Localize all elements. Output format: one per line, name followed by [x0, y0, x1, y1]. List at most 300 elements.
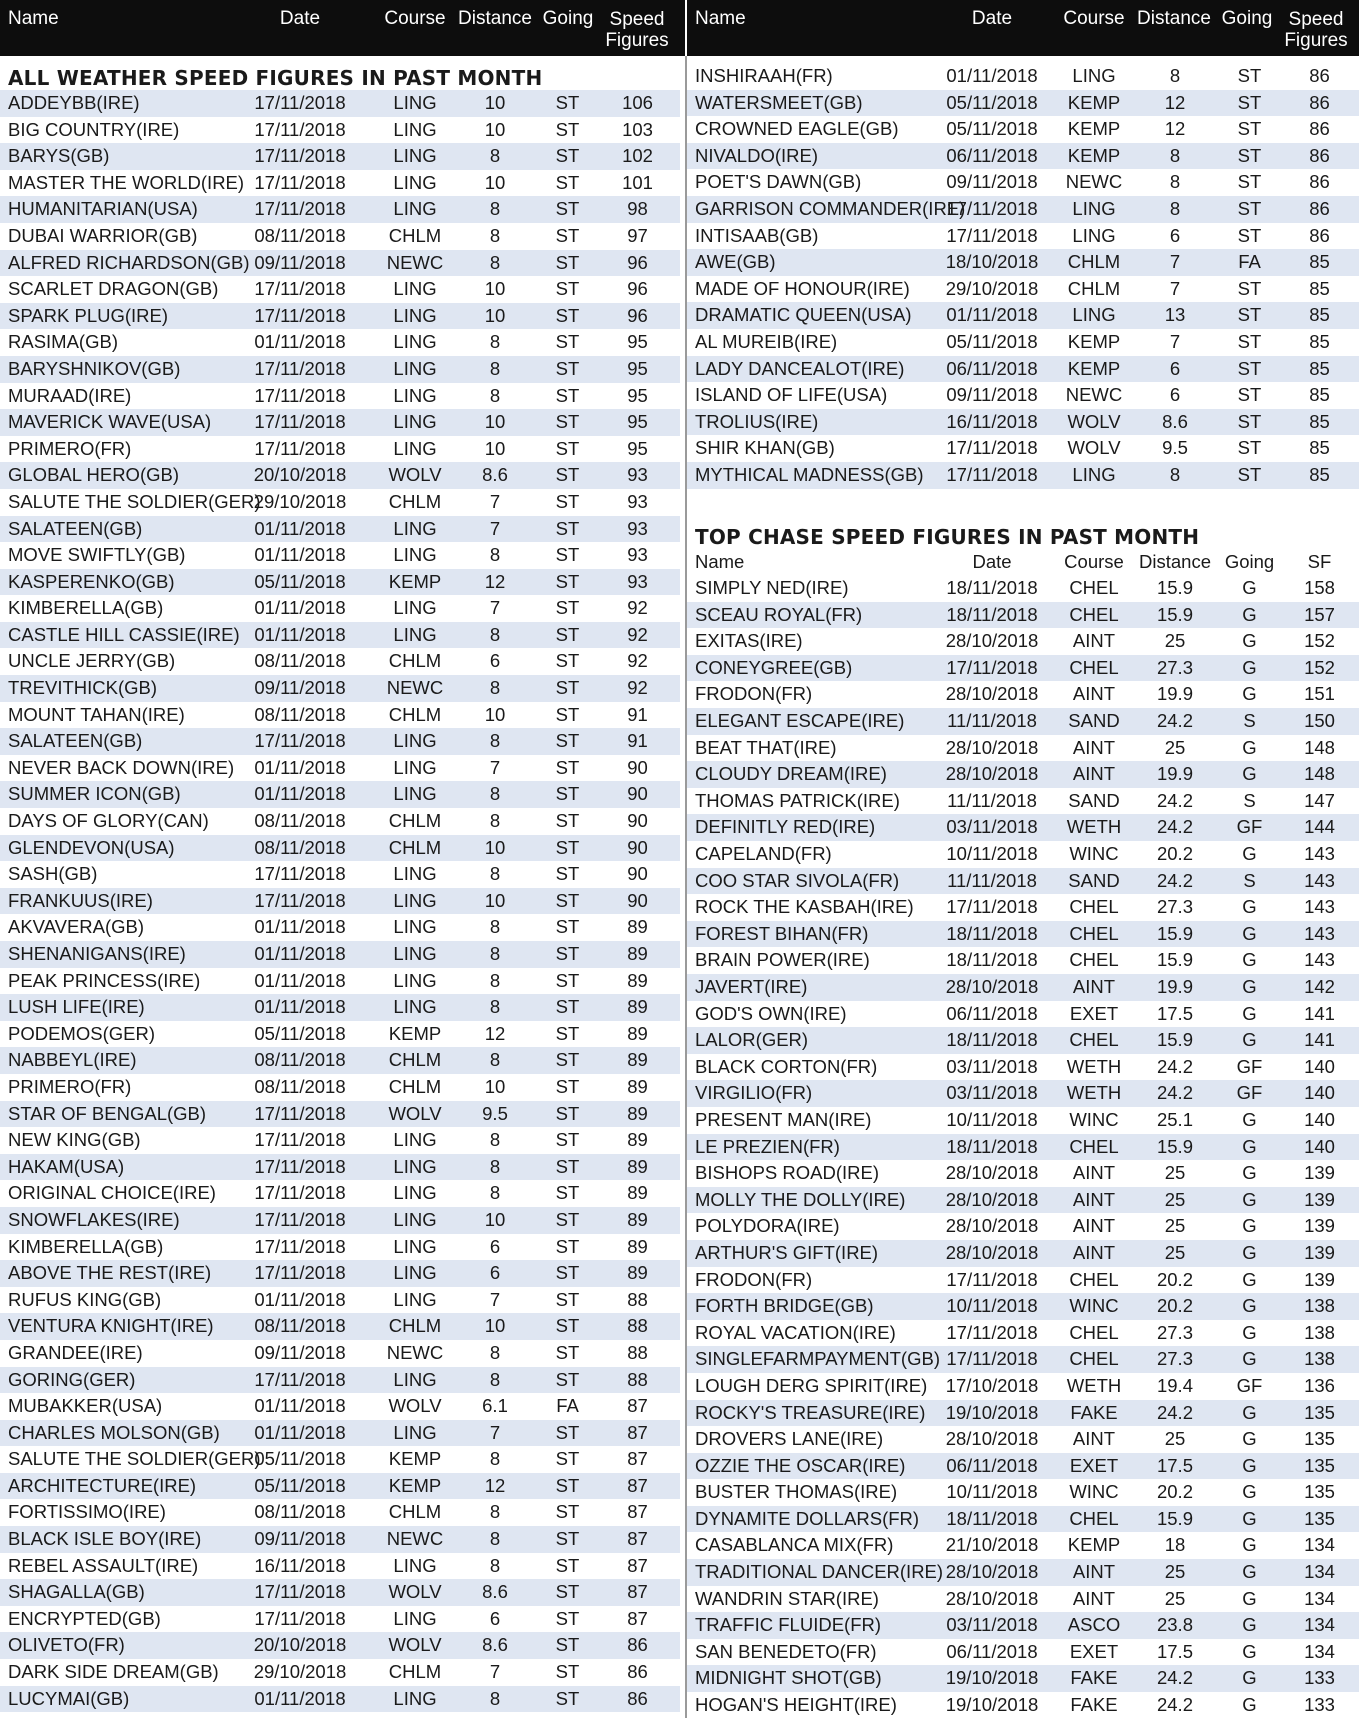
cell-going: ST [555, 1341, 580, 1363]
cell-name: MOUNT TAHAN(IRE) [8, 703, 185, 725]
cell-distance: 8 [1169, 65, 1181, 86]
cell-distance: 24.2 [1156, 789, 1193, 811]
cell-name: ROCKY'S TREASURE(IRE) [695, 1401, 926, 1423]
cell-course: NEWC [1065, 384, 1123, 406]
cell-name: PRIMERO(FR) [8, 437, 132, 459]
cell-name: LADY DANCEALOT(IRE) [695, 357, 905, 379]
cell-going: ST [555, 1075, 580, 1097]
cell-name: MUBAKKER(USA) [8, 1395, 163, 1417]
cell-date: 18/11/2018 [946, 1029, 1038, 1051]
cell-speed: 89 [627, 996, 648, 1018]
cell-date: 09/11/2018 [946, 171, 1038, 193]
cell-name: ENCRYPTED(GB) [8, 1607, 161, 1629]
cell-going: G [1242, 656, 1257, 678]
cell-name: STAR OF BENGAL(GB) [8, 1102, 207, 1124]
cell-distance: 8 [489, 1554, 501, 1576]
cell-going: ST [555, 943, 580, 964]
cell-distance: 10 [484, 411, 506, 433]
cell-course: LING [393, 278, 437, 300]
cell-distance: 25 [1164, 1428, 1186, 1450]
cell-speed: 85 [1309, 330, 1330, 352]
table-row [687, 1479, 1359, 1506]
cell-course: CHEL [1069, 1348, 1119, 1370]
cell-date: 17/11/2018 [946, 1268, 1038, 1290]
cell-date: 03/11/2018 [946, 1082, 1038, 1104]
cell-date: 01/11/2018 [254, 1288, 346, 1310]
cell-date: 05/11/2018 [254, 1022, 346, 1044]
cell-date: 08/11/2018 [254, 650, 346, 672]
cell-speed: 86 [627, 1634, 648, 1656]
cell-speed: 92 [627, 650, 648, 672]
table-row [0, 516, 680, 543]
cell-distance: 7 [489, 1661, 501, 1683]
table-row [687, 1665, 1359, 1692]
cell-date: 03/11/2018 [946, 1055, 1038, 1077]
cell-distance: 8 [489, 1687, 501, 1709]
cell-course: AINT [1072, 763, 1116, 785]
cell-speed: 93 [627, 570, 648, 592]
cell-going: ST [1237, 357, 1262, 379]
cell-course: LING [393, 1288, 437, 1310]
cell-date: 28/10/2018 [945, 1428, 1039, 1450]
cell-going: GF [1236, 1082, 1263, 1104]
cell-name: CROWNED EAGLE(GB) [695, 118, 899, 140]
table-row [687, 223, 1359, 250]
cell-going: ST [555, 1288, 580, 1310]
cell-going: ST [555, 1607, 580, 1629]
cell-date: 17/10/2018 [945, 1374, 1039, 1396]
cell-course: LING [393, 1554, 437, 1576]
table-row [0, 409, 680, 436]
cell-course: LING [1072, 463, 1116, 485]
cell-date: 10/11/2018 [946, 843, 1038, 865]
cell-name: COO STAR SIVOLA(FR) [695, 869, 900, 891]
cell-name: TROLIUS(IRE) [695, 410, 819, 432]
cell-speed: 157 [1304, 603, 1335, 625]
cell-name: OLIVETO(FR) [8, 1634, 125, 1656]
cell-date: 18/11/2018 [946, 922, 1038, 944]
cell-going: ST [555, 251, 580, 273]
chase-rows [687, 575, 1359, 1718]
cell-distance: 6.1 [482, 1395, 508, 1417]
table-row [687, 435, 1359, 462]
cell-date: 17/11/2018 [946, 197, 1038, 219]
cell-course: LING [393, 1368, 437, 1390]
cell-course: LING [393, 1129, 437, 1151]
cell-date: 08/11/2018 [254, 836, 346, 858]
cell-date: 28/10/2018 [945, 1561, 1039, 1583]
section-gap [687, 489, 1359, 515]
cell-date: 17/11/2018 [254, 198, 346, 220]
cell-going: ST [555, 1448, 580, 1470]
cell-course: AINT [1072, 1241, 1116, 1263]
cell-speed: 87 [627, 1607, 648, 1629]
table-row [687, 1586, 1359, 1613]
cell-speed: 87 [627, 1395, 648, 1417]
cell-distance: 6 [1169, 384, 1181, 406]
table-row [687, 708, 1359, 735]
cell-distance: 20.2 [1156, 843, 1193, 865]
cell-course: ASCO [1067, 1614, 1121, 1636]
cell-speed: 139 [1304, 1215, 1335, 1237]
right-header-speed-line2: Figures [1284, 30, 1348, 51]
cell-distance: 25.1 [1156, 1108, 1193, 1130]
cell-date: 17/11/2018 [254, 1262, 346, 1284]
cell-date: 01/11/2018 [254, 943, 346, 964]
cell-speed: 96 [627, 278, 648, 300]
cell-name: KASPERENKO(GB) [8, 570, 175, 592]
cell-going: G [1242, 630, 1257, 652]
cell-speed: 103 [622, 118, 653, 140]
cell-going: G [1242, 603, 1257, 625]
cell-name: BRAIN POWER(IRE) [695, 949, 870, 971]
cell-distance: 6 [489, 1262, 501, 1284]
cell-speed: 89 [627, 1182, 648, 1204]
cell-going: ST [555, 730, 580, 752]
cell-course: LING [393, 1208, 437, 1230]
cell-going: GF [1236, 1374, 1263, 1396]
cell-speed: 85 [1309, 437, 1330, 459]
cell-distance: 8 [489, 969, 501, 991]
cell-date: 29/10/2018 [253, 490, 347, 512]
cell-going: G [1242, 1295, 1257, 1317]
cell-name: GLENDEVON(USA) [8, 836, 175, 858]
cell-distance: 8 [1169, 197, 1181, 219]
cell-name: BLACK CORTON(FR) [695, 1055, 878, 1077]
cell-distance: 24.2 [1156, 1667, 1193, 1689]
table-row [0, 1340, 680, 1367]
cell-course: CHLM [388, 224, 442, 246]
cell-going: ST [555, 490, 580, 512]
cell-course: WOLV [388, 464, 442, 486]
right-header-distance: Distance [1137, 8, 1211, 29]
cell-name: ELEGANT ESCAPE(IRE) [695, 710, 905, 732]
table-row [0, 808, 680, 835]
cell-date: 08/11/2018 [254, 1501, 346, 1523]
table-row [0, 648, 680, 675]
cell-date: 18/10/2018 [945, 251, 1039, 273]
cell-course: CHLM [388, 1315, 442, 1337]
cell-course: WINC [1069, 843, 1119, 865]
cell-speed: 134 [1304, 1614, 1335, 1636]
cell-speed: 89 [627, 1022, 648, 1044]
cell-name: DEFINITLY RED(IRE) [695, 816, 876, 838]
cell-course: KEMP [1067, 357, 1121, 379]
table-row [687, 1054, 1359, 1081]
cell-speed: 89 [627, 943, 648, 964]
cell-name: MIDNIGHT SHOT(GB) [695, 1667, 882, 1689]
cell-course: LING [1072, 65, 1116, 86]
cell-name: MADE OF HONOUR(IRE) [695, 277, 910, 299]
cell-date: 28/10/2018 [945, 683, 1039, 705]
cell-speed: 158 [1304, 577, 1335, 599]
cell-name: LALOR(GER) [695, 1029, 809, 1051]
cell-going: G [1242, 976, 1257, 997]
cell-name: ABOVE THE REST(IRE) [8, 1262, 212, 1284]
cell-course: LING [393, 357, 437, 379]
cell-date: 17/11/2018 [254, 1182, 346, 1204]
cell-course: LING [393, 1421, 437, 1443]
cell-speed: 143 [1304, 949, 1335, 971]
cell-speed: 90 [627, 863, 648, 885]
cell-distance: 8 [1169, 144, 1181, 166]
cell-date: 17/11/2018 [946, 1321, 1038, 1343]
cell-date: 17/11/2018 [946, 896, 1038, 918]
cell-course: WINC [1069, 1481, 1119, 1503]
cell-name: MOVE SWIFTLY(GB) [8, 544, 186, 566]
cell-speed: 135 [1304, 1428, 1335, 1450]
cell-speed: 139 [1304, 1162, 1335, 1184]
cell-distance: 12 [1164, 91, 1186, 113]
cell-going: G [1242, 1029, 1257, 1051]
cell-name: SALUTE THE SOLDIER(GER) [8, 490, 261, 512]
cell-going: ST [1237, 118, 1262, 140]
cell-going: G [1242, 1561, 1257, 1583]
cell-name: GARRISON COMMANDER(IRE) [695, 197, 966, 219]
cell-date: 17/11/2018 [254, 1102, 346, 1124]
cell-name: SIMPLY NED(IRE) [695, 577, 849, 599]
cell-date: 17/11/2018 [254, 437, 346, 459]
cell-name: FORTH BRIDGE(GB) [695, 1295, 874, 1317]
cell-going: ST [1237, 197, 1262, 219]
cell-distance: 7 [489, 1288, 501, 1310]
cell-going: ST [1237, 144, 1262, 166]
cell-date: 17/11/2018 [254, 1235, 346, 1257]
cell-name: REBEL ASSAULT(IRE) [8, 1554, 199, 1576]
cell-distance: 25 [1164, 1215, 1186, 1237]
cell-speed: 144 [1304, 816, 1335, 838]
cell-speed: 87 [627, 1554, 648, 1576]
cell-course: WOLV [388, 1634, 442, 1656]
cell-course: LING [1072, 224, 1116, 246]
cell-course: LING [1072, 304, 1116, 326]
cell-speed: 86 [1309, 171, 1330, 193]
table-row [687, 814, 1359, 841]
cell-course: LING [393, 597, 437, 619]
cell-date: 08/11/2018 [254, 1315, 346, 1337]
cell-going: G [1242, 1454, 1257, 1476]
cell-name: NIVALDO(IRE) [695, 144, 819, 166]
cell-date: 17/11/2018 [946, 656, 1038, 678]
cell-going: FA [1238, 251, 1261, 273]
cell-date: 17/11/2018 [254, 730, 346, 752]
cell-name: MYTHICAL MADNESS(GB) [695, 463, 924, 485]
cell-speed: 87 [627, 1581, 648, 1603]
table-row [687, 1506, 1359, 1533]
cell-date: 08/11/2018 [254, 224, 346, 246]
cell-course: CHLM [388, 1661, 442, 1683]
cell-going: G [1242, 896, 1257, 918]
cell-date: 17/11/2018 [254, 889, 346, 911]
cell-distance: 8 [489, 1341, 501, 1363]
cell-distance: 8 [1169, 171, 1181, 193]
table-row [0, 1473, 680, 1500]
cell-course: LING [393, 198, 437, 220]
cell-going: ST [1237, 91, 1262, 113]
cell-distance: 8 [489, 331, 501, 353]
cell-course: LING [393, 1155, 437, 1177]
cell-speed: 85 [1309, 277, 1330, 299]
cell-date: 05/11/2018 [946, 118, 1038, 140]
cell-speed: 86 [627, 1661, 648, 1683]
cell-going: G [1242, 1268, 1257, 1290]
left-header-speed-line2: Figures [605, 30, 669, 51]
table-row [0, 861, 680, 888]
cell-going: G [1242, 1401, 1257, 1423]
cell-speed: 134 [1304, 1561, 1335, 1583]
cell-course: KEMP [388, 1474, 442, 1496]
left-header-name: Name [8, 8, 59, 29]
cell-speed: 93 [627, 464, 648, 486]
cell-going: ST [555, 836, 580, 858]
cell-going: ST [555, 1501, 580, 1523]
cell-going: ST [555, 1315, 580, 1337]
all-weather-cont-rows [687, 63, 1359, 489]
cell-date: 10/11/2018 [946, 1295, 1038, 1317]
cell-going: ST [555, 464, 580, 486]
table-row [0, 117, 680, 144]
cell-name: CHARLES MOLSON(GB) [8, 1421, 220, 1443]
cell-speed: 95 [627, 384, 648, 406]
cell-date: 05/11/2018 [254, 1474, 346, 1496]
table-row [0, 1420, 680, 1447]
cell-course: AINT [1072, 736, 1116, 758]
cell-course: WETH [1066, 1374, 1122, 1396]
cell-name: KIMBERELLA(GB) [8, 597, 164, 619]
cell-name: CASABLANCA MIX(FR) [695, 1534, 894, 1556]
cell-course: LING [393, 411, 437, 433]
cell-distance: 8 [489, 357, 501, 379]
cell-going: ST [555, 863, 580, 885]
cell-date: 17/11/2018 [254, 1581, 346, 1603]
cell-name: EXITAS(IRE) [695, 630, 803, 652]
cell-name: SASH(GB) [8, 863, 98, 885]
cell-course: NEWC [1065, 171, 1123, 193]
cell-speed: 89 [627, 1075, 648, 1097]
table-header [0, 0, 1359, 56]
cell-course: WETH [1066, 1082, 1122, 1104]
cell-distance: 20.2 [1156, 1268, 1193, 1290]
cell-name: GOD'S OWN(IRE) [695, 1002, 847, 1024]
cell-course: LING [393, 517, 437, 539]
cell-speed: 92 [627, 677, 648, 699]
table-row [687, 1001, 1359, 1028]
cell-name: HUMANITARIAN(USA) [8, 198, 198, 220]
cell-going: ST [555, 1262, 580, 1284]
cell-course: AINT [1072, 1587, 1116, 1609]
cell-distance: 24.2 [1156, 1401, 1193, 1423]
cell-distance: 8.6 [482, 464, 508, 486]
cell-going: ST [1237, 437, 1262, 459]
cell-name: BARYSHNIKOV(GB) [8, 357, 181, 379]
cell-distance: 7 [1169, 251, 1181, 273]
cell-speed: 138 [1304, 1348, 1335, 1370]
cell-name: SHENANIGANS(IRE) [8, 943, 186, 964]
cell-course: LING [393, 304, 437, 326]
cell-speed: 90 [627, 783, 648, 805]
table-row [0, 835, 680, 862]
cell-date: 10/11/2018 [946, 1108, 1038, 1130]
table-row [687, 788, 1359, 815]
cell-date: 17/11/2018 [946, 224, 1038, 246]
cell-speed: 86 [1309, 65, 1330, 86]
cell-name: FRANKUUS(IRE) [8, 889, 153, 911]
table-row [687, 735, 1359, 762]
cell-distance: 8 [489, 544, 501, 566]
cell-going: ST [1237, 463, 1262, 485]
cell-name: FRODON(FR) [695, 1268, 813, 1290]
cell-distance: 8.6 [482, 1581, 508, 1603]
cell-name: ISLAND OF LIFE(USA) [695, 384, 888, 406]
cell-distance: 8 [489, 916, 501, 938]
cell-course: CHEL [1069, 577, 1119, 599]
cell-course: AINT [1072, 1428, 1116, 1450]
cell-course: CHEL [1069, 1135, 1119, 1157]
cell-course: LING [393, 730, 437, 752]
cell-going: ST [555, 677, 580, 699]
cell-going: ST [555, 357, 580, 379]
cell-going: ST [1237, 304, 1262, 326]
cell-distance: 10 [484, 92, 506, 113]
cell-speed: 140 [1304, 1055, 1335, 1077]
cell-date: 16/11/2018 [946, 410, 1038, 432]
cell-name: PRIMERO(FR) [8, 1075, 132, 1097]
cell-name: NEW KING(GB) [8, 1129, 141, 1151]
cell-going: ST [555, 810, 580, 832]
cell-distance: 8 [489, 677, 501, 699]
cell-speed: 136 [1304, 1374, 1335, 1396]
cell-speed: 133 [1304, 1694, 1335, 1716]
cell-distance: 24.2 [1156, 1082, 1193, 1104]
table-row [0, 888, 680, 915]
cell-date: 17/11/2018 [254, 1368, 346, 1390]
cell-course: CHLM [388, 1049, 442, 1071]
cell-distance: 25 [1164, 1188, 1186, 1210]
table-row [687, 382, 1359, 409]
cell-course: LING [393, 863, 437, 885]
cell-distance: 8 [489, 996, 501, 1018]
cell-going: G [1242, 1108, 1257, 1130]
table-row [687, 1160, 1359, 1187]
table-row [0, 1021, 680, 1048]
cell-name: NEVER BACK DOWN(IRE) [8, 756, 235, 778]
cell-distance: 24.2 [1156, 710, 1193, 732]
cell-speed: 91 [627, 730, 648, 752]
cell-speed: 134 [1304, 1587, 1335, 1609]
cell-speed: 95 [627, 411, 648, 433]
cell-going: G [1242, 1640, 1257, 1662]
cell-going: ST [555, 1661, 580, 1683]
cell-distance: 20.2 [1156, 1481, 1193, 1503]
cell-course: LING [393, 1607, 437, 1629]
cell-name: FRODON(FR) [695, 683, 813, 705]
cell-going: ST [555, 969, 580, 991]
cell-distance: 12 [1164, 118, 1186, 140]
cell-date: 01/11/2018 [254, 1421, 346, 1443]
cell-name: BUSTER THOMAS(IRE) [695, 1481, 898, 1503]
chase-title: TOP CHASE SPEED FIGURES IN PAST MONTH [695, 524, 1200, 549]
cell-going: G [1242, 1507, 1257, 1529]
cell-going: G [1242, 1215, 1257, 1237]
left-header-going: Going [542, 8, 594, 29]
cell-name: TRADITIONAL DANCER(IRE) [695, 1561, 944, 1583]
cell-date: 17/11/2018 [254, 304, 346, 326]
cell-course: WOLV [1067, 437, 1121, 459]
cell-going: ST [555, 1634, 580, 1656]
table-row [687, 1612, 1359, 1639]
cell-course: CHEL [1069, 1268, 1119, 1290]
cell-date: 28/10/2018 [945, 736, 1039, 758]
